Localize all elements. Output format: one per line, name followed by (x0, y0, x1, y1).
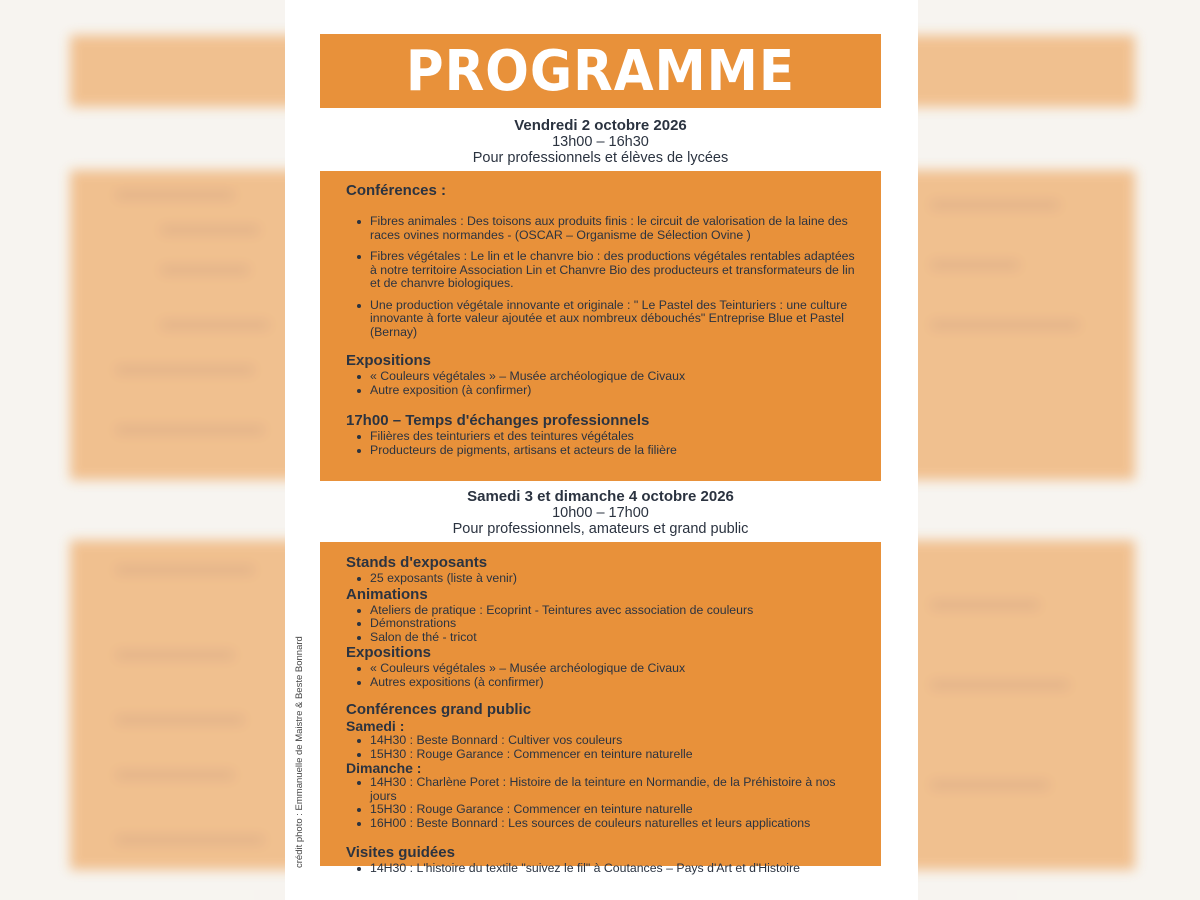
list-item: 16H00 : Beste Bonnard : Les sources de couleurs naturelles et leurs applications (370, 817, 859, 831)
stands-list (346, 572, 859, 586)
dimanche-heading: Dimanche : (346, 760, 422, 776)
list-item: Producteurs de pigments, artisans et acteurs de la filière (370, 444, 859, 458)
list-item: Fibres animales : Des toisons aux produits finis : le circuit de valorisation de la laine des races ovines normandes - (OSCAR – Organisme de Sélection Ovine ) (370, 215, 859, 242)
conferences-heading: Conférences : (346, 182, 447, 199)
list-item: Autres expositions (à confirmer) (370, 676, 859, 690)
weekend-header (320, 489, 881, 537)
friday-date: Vendredi 2 octobre 2026 (514, 117, 687, 134)
list-item: Autre exposition (à confirmer) (370, 384, 859, 398)
animations-list (346, 604, 859, 645)
echanges-heading: 17h00 – Temps d'échanges professionnels (346, 412, 650, 429)
list-item: 15H30 : Rouge Garance : Commencer en teinture naturelle (370, 803, 859, 817)
programme-poster (285, 0, 918, 900)
list-item: 25 exposants (liste à venir) (370, 572, 859, 586)
animations-heading: Animations (346, 585, 428, 603)
weekend-date: Samedi 3 et dimanche 4 octobre 2026 (467, 488, 734, 505)
dimanche-list (346, 776, 859, 830)
list-item: 14H30 : Beste Bonnard : Cultiver vos couleurs (370, 734, 859, 748)
friday-panel (320, 171, 881, 481)
photo-credit: crédit photo : Emmanuelle de Maistre & Beste Bonnard (294, 636, 305, 868)
expositions-heading: Expositions (346, 352, 432, 369)
list-item: Filières des teinturiers et des teintures végétales (370, 430, 859, 444)
weekend-hours: 10h00 – 17h00 (552, 505, 649, 521)
title-banner (320, 34, 881, 108)
list-item: 15H30 : Rouge Garance : Commencer en teinture naturelle (370, 748, 859, 762)
friday-audience: Pour professionnels et élèves de lycées (472, 150, 729, 166)
public-conferences-heading: Conférences grand public (346, 701, 532, 718)
background-overlay-right (918, 0, 1200, 900)
weekend-audience: Pour professionnels, amateurs et grand public (452, 521, 749, 537)
visites-heading: Visites guidées (346, 844, 455, 861)
weekend-expositions-list (346, 662, 859, 689)
list-item: Ateliers de pratique : Ecoprint - Teintures avec association de couleurs (370, 604, 859, 618)
background-overlay-left (0, 0, 285, 900)
list-item: 14H30 : L'histoire du textile "suivez le fil" à Coutances – Pays d'Art et d'Histoire (370, 862, 859, 876)
friday-header (320, 118, 881, 166)
list-item: Fibres végétales : Le lin et le chanvre bio : des productions végétales rentables adaptées à notre territoire Association Lin et Chanvre Bio des producteurs et transformateurs de lin et de chanvre biologiques. (370, 250, 859, 291)
weekend-panel (320, 542, 881, 875)
list-item: 14H30 : Charlène Poret : Histoire de la teinture en Normandie, de la Préhistoire à nos jours (370, 776, 859, 803)
echanges-list (346, 430, 859, 457)
samedi-list (346, 734, 859, 761)
stands-heading: Stands d'exposants (346, 554, 488, 571)
visites-list (346, 862, 859, 876)
friday-hours: 13h00 – 16h30 (552, 134, 649, 150)
list-item: « Couleurs végétales » – Musée archéologique de Civaux (370, 370, 859, 384)
list-item: Salon de thé - tricot (370, 631, 859, 645)
list-item: Démonstrations (370, 617, 859, 631)
weekend-expositions-heading: Expositions (346, 644, 432, 661)
samedi-heading: Samedi : (346, 718, 405, 734)
page-title: PROGRAMME (405, 38, 796, 104)
list-item: Une production végétale innovante et originale : " Le Pastel des Teinturiers : une culture innovante à forte valeur ajoutée et aux nombreux débouchés" Entreprise Blue et Pastel (Bernay) (370, 299, 859, 340)
list-item: « Couleurs végétales » – Musée archéologique de Civaux (370, 662, 859, 676)
expositions-list (346, 370, 859, 397)
conferences-list (346, 215, 859, 339)
